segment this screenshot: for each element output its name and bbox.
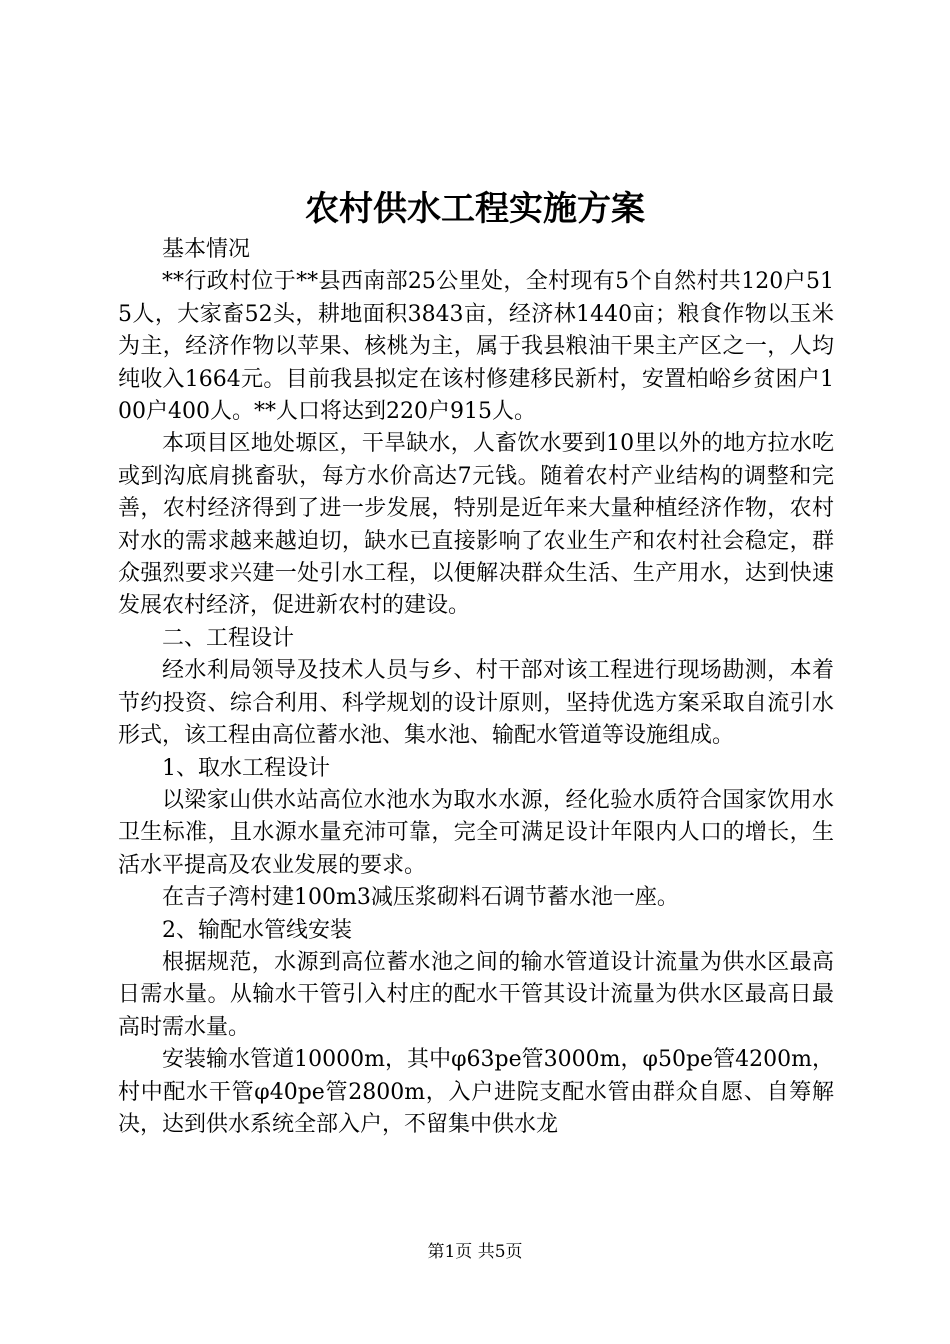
- paragraph-design-flow: 根据规范，水源到高位蓄水池之间的输水管道设计流量为供水区最高日需水量。从输水干管引入村庄的配水干管其设计流量为供水区最高日最高时需水量。: [118, 949, 834, 1040]
- paragraph-pipeline-heading: 2、输配水管线安装: [162, 917, 352, 943]
- paragraph-water-source: 以梁家山供水站高位水池水为取水水源，经化验水质符合国家饮用水卫生标准，且水源水量充沛可靠，完全可满足设计年限内人口的增长，生活水平提高及农业发展的要求。: [118, 787, 834, 878]
- paragraph-water-shortage: 本项目区地处塬区，干旱缺水，人畜饮水要到10里以外的地方拉水吃或到沟底肩挑畜驮，每方水价高达7元钱。随着农村产业结构的调整和完善，农村经济得到了进一步发展，特别是近年来大量种植经济作物，农村对水的需求越来越迫切，缺水已直接影响了农业生产和农村社会稳定，群众强烈要求兴建一处引水工程，以便解决群众生活、生产用水，达到快速发展农村经济，促进新农村的建设。: [118, 431, 834, 619]
- page-indicator: 第1页 共5页: [427, 1242, 523, 1262]
- paragraph-intake-design-heading: 1、取水工程设计: [162, 755, 330, 781]
- paragraph-engineering-design-heading: 二、工程设计: [162, 625, 295, 651]
- paragraph-basic-situation-heading: 基本情况: [162, 237, 251, 262]
- document-body: [118, 234, 834, 1141]
- document-title: 农村供水工程实施方案: [305, 189, 645, 229]
- paragraph-reservoir: 在吉子湾村建100m3减压浆砌料石调节蓄水池一座。: [162, 885, 679, 911]
- paragraph-design-principles: 经水利局领导及技术人员与乡、村干部对该工程进行现场勘测，本着节约投资、综合利用、科学规划的设计原则，坚持优选方案采取自流引水形式，该工程由高位蓄水池、集水池、输配水管道等设施组成。: [118, 658, 834, 749]
- paragraph-pipe-installation: 安装输水管道10000m，其中φ63pe管3000m，φ50pe管4200m，村中配水干管φ40pe管2800m，入户进院支配水管由群众自愿、自筹解决，达到供水系统全部入户，不留集中供水龙: [118, 1047, 834, 1137]
- paragraph-village-overview: **行政村位于**县西南部25公里处，全村现有5个自然村共120户515人，大家畜52头，耕地面积3843亩，经济林1440亩；粮食作物以玉米为主，经济作物以苹果、核桃为主，属于我县粮油干果主产区之一，人均纯收入1664元。目前我县拟定在该村修建移民新村，安置柏峪乡贫困户100户400人。**人口将达到220户915人。: [118, 269, 834, 425]
